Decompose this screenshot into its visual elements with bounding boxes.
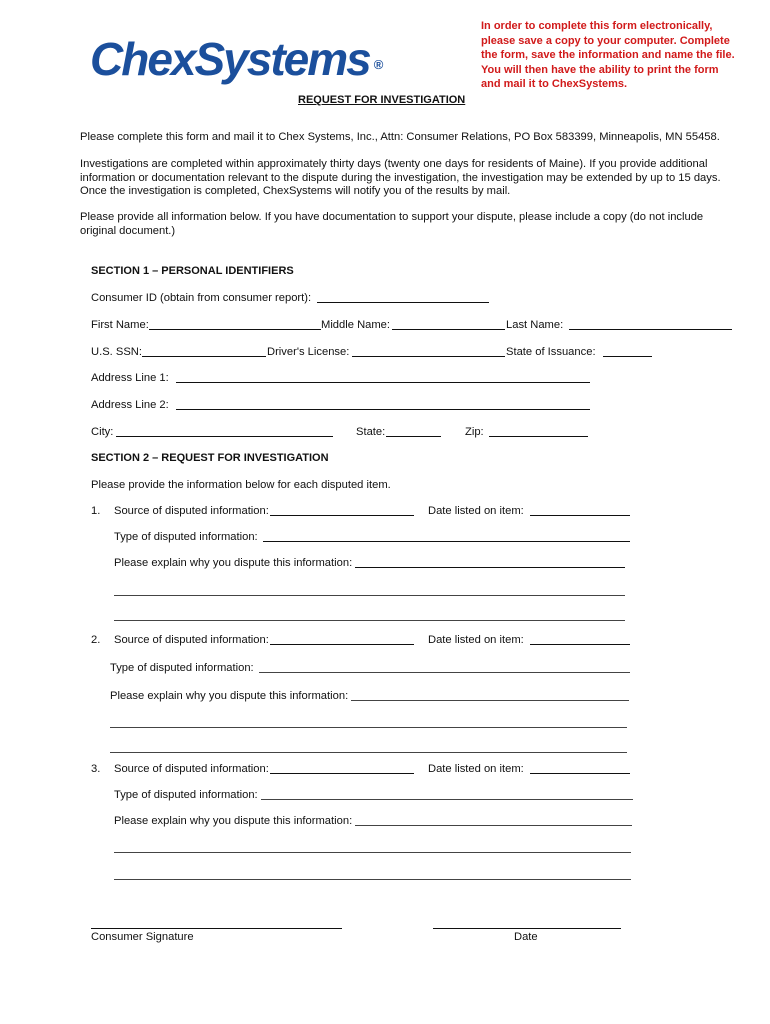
item1-explain-line[interactable] [114, 595, 625, 596]
ssn-field[interactable] [142, 356, 266, 357]
address-line2-field[interactable] [176, 409, 590, 410]
item2-type-label: Type of disputed information: [110, 662, 254, 674]
mailing-instructions [80, 131, 740, 145]
zip-field[interactable] [489, 436, 588, 437]
item3-explain-line[interactable] [114, 879, 631, 880]
item3-date-field[interactable] [530, 773, 630, 774]
paragraph-line: Once the investigation is completed, ChexSystems will notify you of the results by mail. [80, 185, 511, 197]
item3-type-field[interactable] [261, 799, 633, 800]
chexsystems-logo [90, 33, 384, 85]
investigation-timeline-paragraph [80, 158, 740, 199]
paragraph-line: Investigations are completed within approximately thirty days (twenty one days for residents of Maine). If you provide additional [80, 158, 708, 170]
item3-number: 3. [91, 763, 101, 775]
consumer-id-label: Consumer ID (obtain from consumer report): [91, 292, 312, 304]
notice-line: You will then have the ability to print the form [481, 63, 719, 76]
item2-date-label: Date listed on item: [428, 634, 524, 646]
address-line1-field[interactable] [176, 382, 590, 383]
item1-explain-label: Please explain why you dispute this information: [114, 557, 353, 569]
address-line1-label: Address Line 1: [91, 372, 169, 384]
item1-explain-field[interactable] [355, 567, 625, 568]
registered-mark: ® [373, 57, 384, 72]
item3-explain-field[interactable] [355, 825, 632, 826]
middle-name-field[interactable] [392, 329, 505, 330]
first-name-field[interactable] [149, 329, 321, 330]
signature-date-field[interactable] [433, 928, 621, 929]
notice-line: and mail it to ChexSystems. [481, 78, 628, 90]
item1-date-field[interactable] [530, 515, 630, 516]
item2-explain-line[interactable] [110, 727, 627, 728]
ssn-label: U.S. SSN: [91, 346, 142, 358]
form-title: REQUEST FOR INVESTIGATION [298, 94, 466, 106]
item3-source-field[interactable] [270, 773, 414, 774]
item2-source-field[interactable] [270, 644, 414, 645]
first-name-label: First Name: [91, 319, 149, 331]
paragraph-line: original document.) [80, 224, 176, 237]
item2-type-field[interactable] [259, 672, 630, 673]
address-line2-label: Address Line 2: [91, 399, 169, 411]
state-of-issuance-label: State of Issuance: [506, 346, 596, 358]
paragraph-line: information or documentation relevant to the dispute during the investigation, the investigation may be extended by up to 15 days. [80, 171, 721, 184]
state-field[interactable] [386, 436, 441, 437]
item3-explain-line[interactable] [114, 852, 631, 853]
item3-source-label: Source of disputed information: [114, 763, 269, 775]
item1-number: 1. [91, 505, 101, 517]
documentation-paragraph [80, 211, 740, 238]
item1-date-label: Date listed on item: [428, 505, 524, 517]
item1-type-label: Type of disputed information: [114, 531, 258, 543]
drivers-license-label: Driver's License: [267, 346, 350, 358]
item2-explain-line[interactable] [110, 752, 627, 753]
middle-name-label: Middle Name: [321, 319, 391, 331]
signature-date-label: Date [514, 931, 538, 943]
paragraph-line: Please complete this form and mail it to Chex Systems, Inc., Attn: Consumer Relations, PO Box 583399, Minneapolis, MN 55458. [80, 131, 720, 143]
item3-explain-label: Please explain why you dispute this information: [114, 815, 353, 827]
consumer-signature-label: Consumer Signature [91, 931, 194, 943]
item2-explain-label: Please explain why you dispute this information: [110, 690, 349, 702]
section1-heading: SECTION 1 – PERSONAL IDENTIFIERS [91, 265, 294, 277]
city-field[interactable] [116, 436, 333, 437]
notice-line: the form, save the information and name the file. [481, 49, 735, 61]
city-label: City: [91, 426, 114, 438]
item2-explain-field[interactable] [351, 700, 629, 701]
item3-date-label: Date listed on item: [428, 763, 524, 775]
section2-heading: SECTION 2 – REQUEST FOR INVESTIGATION [91, 452, 329, 464]
item1-explain-line[interactable] [114, 620, 625, 621]
consumer-id-field[interactable] [317, 302, 489, 303]
notice-line: please save a copy to your computer. Complete [481, 34, 730, 47]
state-label: State: [356, 426, 386, 438]
item1-source-label: Source of disputed information: [114, 505, 269, 517]
item1-source-field[interactable] [270, 515, 414, 516]
item2-number: 2. [91, 634, 101, 646]
item2-source-label: Source of disputed information: [114, 634, 269, 646]
item1-type-field[interactable] [263, 541, 630, 542]
item2-date-field[interactable] [530, 644, 630, 645]
electronic-completion-notice [481, 19, 751, 92]
zip-label: Zip: [465, 426, 484, 438]
consumer-signature-field[interactable] [91, 928, 342, 929]
last-name-field[interactable] [569, 329, 732, 330]
state-of-issuance-field[interactable] [603, 356, 652, 357]
drivers-license-field[interactable] [352, 356, 505, 357]
section2-instruction: Please provide the information below for each disputed item. [91, 479, 391, 491]
item3-type-label: Type of disputed information: [114, 789, 258, 801]
notice-line: In order to complete this form electronically, [481, 20, 713, 32]
last-name-label: Last Name: [506, 319, 564, 331]
logo-text: ChexSystems [90, 33, 370, 85]
paragraph-line: Please provide all information below. If you have documentation to support your dispute, please include a copy (do not include [80, 211, 704, 223]
